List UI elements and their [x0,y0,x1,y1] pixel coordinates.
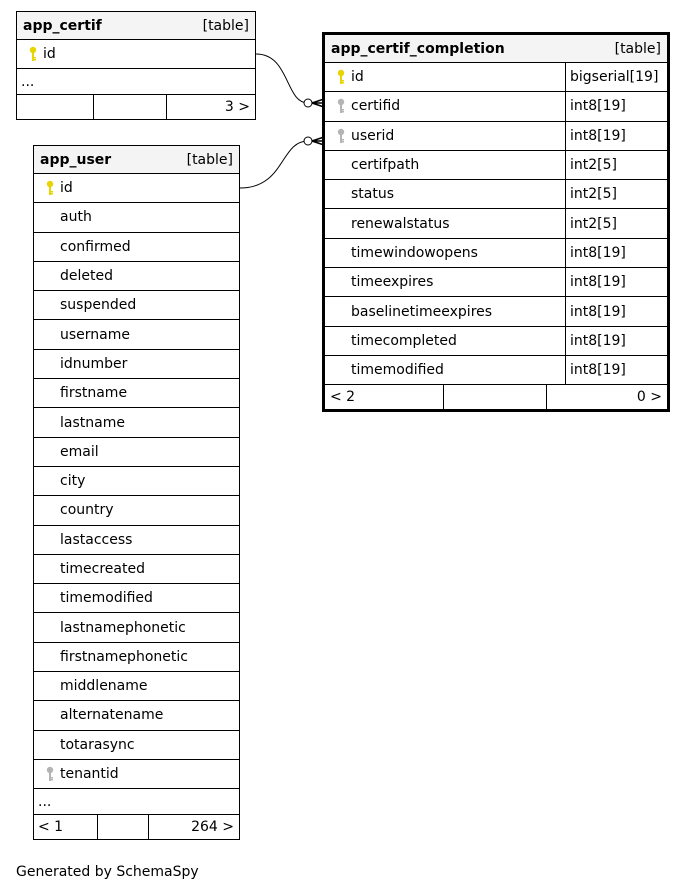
column-name-cell [34,701,239,729]
link-certif-to-completion [256,54,308,103]
link-user-to-completion [240,141,308,188]
column-list [34,174,239,789]
column-name: username [60,326,130,343]
column-list [325,63,667,385]
column-name: tenantid [60,766,119,783]
link-certif-zero-marker [304,99,312,107]
table-name: app_certif [23,17,102,34]
table-type: [table] [202,17,249,34]
table-footer [34,815,239,839]
table-name: app_user [40,151,112,168]
column-name-cell [17,40,255,68]
column-row-city[interactable] [34,467,239,496]
column-name: lastnamephonetic [60,619,186,636]
column-row-userid[interactable] [325,122,667,151]
column-name: suspended [60,297,137,314]
column-name-cell [34,555,239,583]
column-name: middlename [60,678,148,695]
key-slot [330,69,351,85]
footer-right: 0 > [546,385,667,409]
key-slot [39,180,60,196]
column-type: int8[19] [565,239,667,267]
column-name-cell [34,467,239,495]
column-name-cell [34,526,239,554]
column-name-cell [34,438,239,466]
table-app-certif-completion[interactable] [322,32,670,412]
column-name: city [60,473,86,490]
column-name: renewalstatus [351,215,450,232]
footer-right: 3 > [166,95,255,119]
column-row-auth[interactable] [34,203,239,232]
key-icon-yellow [336,69,346,85]
column-name: certifpath [351,157,420,174]
column-name-cell [34,320,239,348]
more-columns-ellipsis: ... [34,789,239,815]
column-row-timecompleted[interactable] [325,327,667,356]
key-icon-gray [45,766,55,782]
column-row-suspended[interactable] [34,291,239,320]
column-name-cell [34,613,239,641]
column-name-cell [34,496,239,524]
column-type: int2[5] [565,151,667,179]
column-name-cell [34,643,239,671]
link-user-zero-marker [304,137,312,145]
column-row-certifid[interactable] [325,92,667,121]
column-row-tenantid[interactable] [34,760,239,789]
key-icon-gray [336,128,346,144]
column-row-middlename[interactable] [34,672,239,701]
column-list [17,40,255,69]
footer-mid [443,385,546,409]
column-type: int8[19] [565,122,667,150]
column-row-lastaccess[interactable] [34,526,239,555]
column-name-cell [325,180,565,208]
table-app-user[interactable] [33,145,240,840]
column-type: int8[19] [565,356,667,384]
column-name-cell [34,408,239,436]
column-name: certifid [351,98,401,115]
column-name-cell [325,151,565,179]
column-name-cell [34,672,239,700]
column-name: lastaccess [60,531,133,548]
column-row-firstname[interactable] [34,379,239,408]
column-name: userid [351,127,395,144]
table-footer [17,95,255,119]
column-name: lastname [60,414,125,431]
key-icon-yellow [45,180,55,196]
more-columns-ellipsis: ... [17,69,255,95]
column-row-country[interactable] [34,496,239,525]
column-row-status[interactable] [325,180,667,209]
table-type: [table] [614,40,661,57]
table-app-certif[interactable] [16,11,256,120]
column-name-cell [34,203,239,231]
column-row-timecreated[interactable] [34,555,239,584]
column-name: confirmed [60,238,131,255]
column-name: firstname [60,385,128,402]
table-footer [325,385,667,409]
column-row-totarasync[interactable] [34,731,239,760]
column-name: timeexpires [351,274,434,291]
column-name: deleted [60,268,113,285]
column-name: timecompleted [351,332,457,349]
column-row-confirmed[interactable] [34,233,239,262]
key-slot [22,46,43,62]
column-name: timewindowopens [351,244,478,261]
column-row-deleted[interactable] [34,262,239,291]
column-row-username[interactable] [34,320,239,349]
column-name-cell [325,239,565,267]
column-name-cell [34,731,239,759]
column-name: totarasync [60,736,135,753]
key-icon-gray [336,98,346,114]
column-row-renewalstatus[interactable] [325,209,667,238]
column-row-lastname[interactable] [34,408,239,437]
footer-mid [93,95,166,119]
footer-left: < 1 [38,819,64,836]
footer-mid [97,815,148,839]
column-row-id[interactable] [325,63,667,92]
column-name-cell [34,350,239,378]
column-name: firstnamephonetic [60,648,188,665]
table-type: [table] [186,151,233,168]
column-name-cell [325,356,565,384]
column-type: int8[19] [565,297,667,325]
footer-left [17,95,93,119]
column-name: baselinetimeexpires [351,303,493,320]
footer-left: < 2 [330,389,356,406]
column-name: timemodified [60,590,153,607]
column-row-timemodified[interactable] [325,356,667,385]
column-name: timemodified [351,362,444,379]
table-header [17,12,255,40]
column-name-cell [34,760,239,788]
column-type: int8[19] [565,268,667,296]
footer-right: 264 > [148,815,239,839]
column-name-cell [34,291,239,319]
column-name-cell [325,327,565,355]
column-name-cell [325,122,565,150]
column-row-lastnamephonetic[interactable] [34,613,239,642]
column-row-timewindowopens[interactable] [325,239,667,268]
column-name: id [60,180,73,197]
column-name: status [351,186,395,203]
table-name: app_certif_completion [331,40,505,57]
column-type: bigserial[19] [565,63,667,91]
key-icon-yellow [28,46,38,62]
column-row-timemodified[interactable] [34,584,239,613]
column-name: alternatename [60,707,164,724]
column-row-timeexpires[interactable] [325,268,667,297]
column-type: int2[5] [565,209,667,237]
key-slot [39,766,60,782]
column-name-cell [325,63,565,91]
column-row-idnumber[interactable] [34,350,239,379]
table-header [34,146,239,174]
column-type: int8[19] [565,327,667,355]
column-name-cell [34,379,239,407]
column-name-cell [34,233,239,261]
column-name: email [60,443,99,460]
column-name-cell [325,268,565,296]
column-name: idnumber [60,355,128,372]
key-slot [330,98,351,114]
column-type: int2[5] [565,180,667,208]
column-type: int8[19] [565,92,667,120]
table-header [325,35,667,63]
column-row-firstnamephonetic[interactable] [34,643,239,672]
column-row-id[interactable] [34,174,239,203]
generated-by-text: Generated by SchemaSpy [16,864,199,880]
key-slot [330,128,351,144]
column-name: timecreated [60,561,145,577]
column-name-cell [34,584,239,612]
column-row-id[interactable] [17,40,255,69]
column-row-baselinetimeexpires[interactable] [325,297,667,326]
column-row-certifpath[interactable] [325,151,667,180]
column-name: auth [60,209,92,226]
column-row-email[interactable] [34,438,239,467]
column-name: id [43,46,56,63]
column-name-cell [325,92,565,120]
column-name: id [351,69,364,86]
column-row-alternatename[interactable] [34,701,239,730]
column-name-cell [325,209,565,237]
column-name: country [60,502,114,519]
column-name-cell [34,174,239,202]
column-name-cell [325,297,565,325]
column-name-cell [34,262,239,290]
